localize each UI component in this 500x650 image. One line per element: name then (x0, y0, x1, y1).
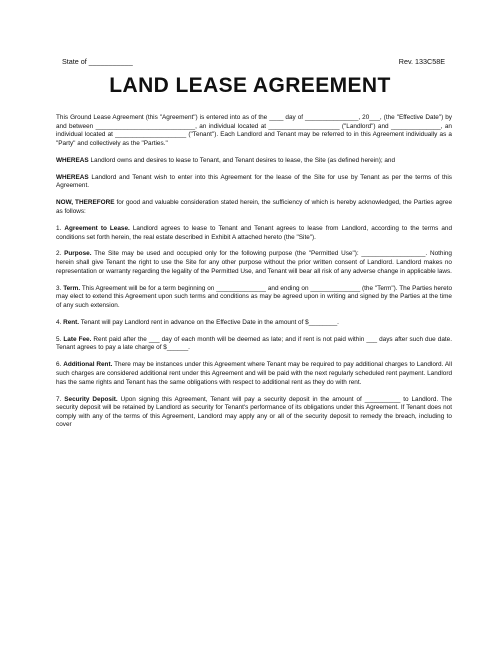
section-number: 2. (56, 250, 65, 258)
agreement-body (56, 114, 452, 438)
section-text: The Site may be used and occupied only for the following purpose (the "Permitted Use"): __________________. Nothing herein shall give Tenant the right to use the Site for any other purpose without the prior written consent of Landlord. Landlord makes no representation or warranty regarding the legality of the Permitted Use, and Tenant will bear all risk of any adverse change in applicable laws. (56, 250, 452, 275)
whereas-label: WHEREAS (56, 173, 89, 181)
section-text: Upon signing this Agreement, Tenant will pay a security deposit in the amount of __________ to Landlord. The security deposit will be retained by Landlord as security for Tenant's performance of its obligations under this Agreement. If Tenant does not comply with any of the terms of this Agreement, Landlord may apply any or all of the security deposit to remedy the breach, including to cover (56, 395, 452, 429)
section-7-security-deposit (56, 396, 452, 430)
whereas-paragraph-2 (56, 174, 452, 191)
section-text: This Agreement will be for a term beginning on ______________ and ending on ______________ (the "Term"). The Parties hereto may elect to extend this Agreement upon such terms and conditions as may be agreed upon in writing and signed by the Parties at the time of any such extension. (56, 284, 452, 309)
section-heading: Security Deposit. (64, 395, 118, 403)
section-heading: Rent. (63, 318, 80, 326)
whereas-paragraph-1 (56, 157, 452, 166)
section-5-late-fee (56, 336, 452, 353)
section-text: Rent paid after the ___ day of each month will be deemed as late; and if rent is not paid within ___ days after such due date. Tenant agrees to pay a late charge of $______. (56, 335, 452, 352)
now-therefore-label: NOW, THEREFORE (56, 199, 115, 207)
section-number: 6. (56, 361, 64, 369)
section-text: There may be instances under this Agreement where Tenant may be required to pay additional charges to Landlord. All such charges are considered additional rent under this Agreement and will be paid with the next regularly scheduled rent payment. Landlord has the same rights and Tenant has the same obligations with respect to additional rent as they do with rent. (56, 361, 452, 386)
intro-paragraph: This Ground Lease Agreement (this "Agreement") is entered into as of the ____ day of _______________, 20___, (the "Effective Date") by and between ____________________________, an individual located at ____________________ ("Landlord") and ______________, an individual located at ____________________ ("Tenant"). Each Landlord and Tenant may be referred to in this Agreement individually as a "Party" and collectively as the "Parties." (56, 114, 452, 147)
section-text: Tenant will pay Landlord rent in advance on the Effective Date in the amount of $________. (79, 318, 339, 326)
whereas-label: WHEREAS (56, 156, 89, 164)
state-line: State of ___________ (62, 57, 133, 66)
revision-code: Rev. 133C58E (398, 57, 445, 66)
section-heading: Additional Rent. (63, 361, 113, 369)
now-therefore-paragraph (56, 199, 452, 216)
section-2-purpose (56, 250, 452, 276)
section-heading: Purpose. (64, 250, 92, 258)
whereas-text: Landlord and Tenant wish to enter into this Agreement for the lease of the Site for use by Tenant as per the terms of this Agreement. (56, 173, 452, 190)
section-number: 4. (56, 318, 64, 326)
section-text: Landlord agrees to lease to Tenant and Tenant agrees to lease from Landlord, according to the terms and conditions set forth herein, the real estate described in Exhibit A attached hereto (the "Site"). (56, 224, 452, 241)
section-3-term (56, 285, 452, 311)
section-number: 5. (56, 335, 64, 343)
section-heading: Term. (63, 284, 81, 292)
document-title: LAND LEASE AGREEMENT (109, 74, 391, 97)
now-therefore-text: for good and valuable consideration stated herein, the sufficiency of which is hereby acknowledged, the Parties agree as follows: (56, 199, 452, 215)
section-number: 3. (56, 284, 64, 292)
whereas-text: Landlord owns and desires to lease to Tenant, and Tenant desires to lease, the Site (as defined herein); and (88, 156, 396, 164)
section-6-additional-rent (56, 361, 452, 387)
section-1-agreement-to-lease (56, 225, 452, 242)
section-heading: Late Fee. (63, 335, 92, 343)
section-number: 1. (56, 224, 65, 232)
section-number: 7. (56, 395, 65, 403)
section-4-rent (56, 319, 452, 328)
section-heading: Agreement to Lease. (64, 224, 130, 232)
